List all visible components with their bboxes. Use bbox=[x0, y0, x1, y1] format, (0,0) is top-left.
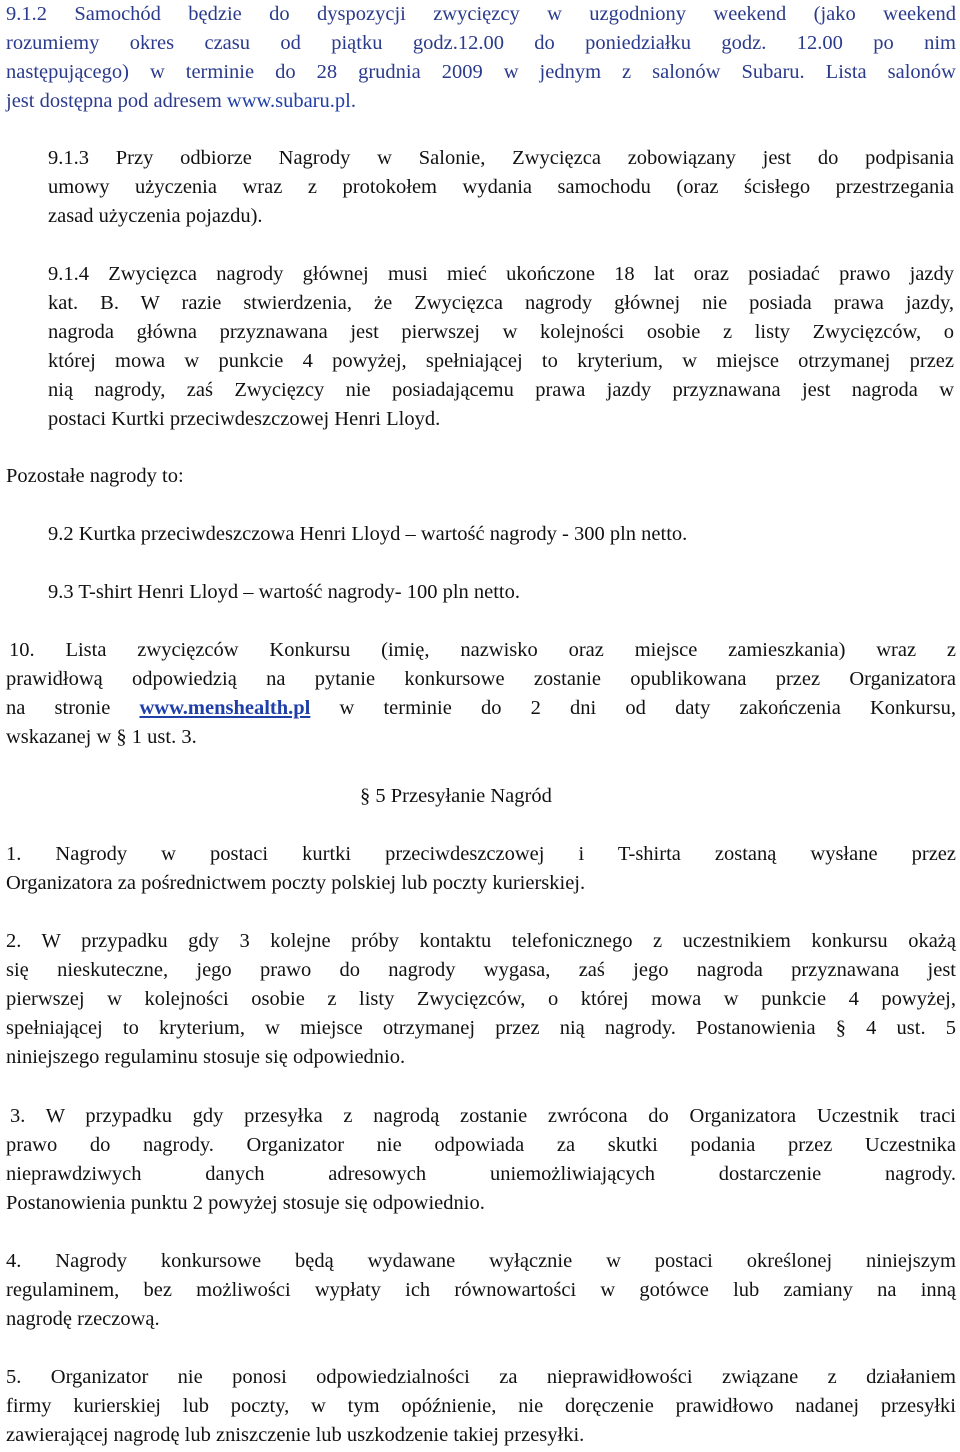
text-line: 4. Nagrody konkursowe będą wydawane wyłącznie w postaci określonej niniejszym bbox=[6, 1250, 956, 1272]
text-line: 2. W przypadku gdy 3 kolejne próby kontaktu telefonicznego z uczestnikiem konkursu okażą bbox=[6, 930, 956, 952]
paragraph-9-1-3 bbox=[48, 144, 954, 231]
text-line: się nieskuteczne, jego prawo do nagrody wygasa, zaś jego nagroda przyznawana jest bbox=[6, 959, 956, 981]
text-line: nagrodę rzeczową. bbox=[6, 1308, 160, 1330]
text-line: 5. Organizator nie ponosi odpowiedzialności za nieprawidłowości związane z działaniem bbox=[6, 1366, 956, 1388]
text-line: spełniającej to kryterium, w miejsce otrzymanej przez nią nagrody. Postanowienia § 4 ust. 5 bbox=[6, 1017, 956, 1039]
text-line: prawidłową odpowiedzią na pytanie konkursowe zostanie opublikowana przez Organizatora bbox=[6, 668, 956, 690]
text-line: regulaminem, bez możliwości wypłaty ich równowartości w gotówce lub zamiany na inną bbox=[6, 1279, 956, 1301]
prize-9-3: 9.3 T-shirt Henri Lloyd – wartość nagrody- 100 pln netto. bbox=[48, 581, 521, 603]
text-line: rozumiemy okres czasu od piątku godz.12.00 do poniedziałku godz. 12.00 po nim bbox=[6, 32, 956, 54]
text-line: nieprawdziwych danych adresowych uniemożliwiających dostarczenie nagrody. bbox=[6, 1163, 956, 1185]
text-line: umowy użyczenia wraz z protokołem wydania samochodu (oraz ścisłego przestrzegania bbox=[48, 176, 954, 198]
text-line: wskazanej w § 1 ust. 3. bbox=[6, 726, 197, 748]
paragraph-9-1-4 bbox=[48, 260, 954, 434]
section-5-item-2 bbox=[6, 927, 956, 1072]
menshealth-link[interactable]: www.menshealth.pl bbox=[139, 697, 311, 719]
text-line: 9.1.2 Samochód będzie do dyspozycji zwycięzcy w uzgodniony weekend (jako weekend bbox=[6, 3, 956, 25]
section-5-item-3 bbox=[6, 1102, 956, 1218]
paragraph-9-1-2 bbox=[6, 0, 956, 116]
section-5-item-5 bbox=[6, 1363, 956, 1450]
text-line: nagroda główna przyznawana jest pierwszej w kolejności osobie z listy Zwycięzców, o bbox=[48, 321, 954, 343]
text-line: prawo do nagrody. Organizator nie odpowiada za skutki podania przez Uczestnika bbox=[6, 1134, 956, 1156]
text-line: 10. Lista zwycięzców Konkursu (imię, nazwisko oraz miejsce zamieszkania) wraz z bbox=[9, 639, 956, 661]
text-line: następującego) w terminie do 28 grudnia 2009 w jednym z salonów Subaru. Lista salonów bbox=[6, 61, 956, 83]
text-line: Postanowienia punktu 2 powyżej stosuje się odpowiednio. bbox=[6, 1192, 485, 1214]
section-5-item-4 bbox=[6, 1247, 956, 1334]
text-line: 1. Nagrody w postaci kurtki przeciwdeszczowej i T-shirta zostaną wysłane przez bbox=[6, 843, 956, 865]
text-line: zawierającej nagrodę lub zniszczenie lub uszkodzenie takiej przesyłki. bbox=[6, 1424, 585, 1446]
text-line: zasad użyczenia pojazdu). bbox=[48, 205, 263, 227]
text-line: Organizatora za pośrednictwem poczty polskiej lub poczty kurierskiej. bbox=[6, 872, 586, 894]
text-line: 9.1.4 Zwycięzca nagrody głównej musi mieć ukończone 18 lat oraz posiadać prawo jazdy bbox=[48, 263, 954, 285]
text-line: kat. B. W razie stwierdzenia, że Zwycięzca nagrody głównej nie posiada prawa jazdy, bbox=[48, 292, 954, 314]
prize-9-2: 9.2 Kurtka przeciwdeszczowa Henri Lloyd – wartość nagrody - 300 pln netto. bbox=[48, 523, 688, 545]
text-line: jest dostępna pod adresem www.subaru.pl. bbox=[6, 90, 356, 112]
text-line: na stronie www.menshealth.pl w terminie do 2 dni od daty zakończenia Konkursu, bbox=[6, 697, 956, 719]
text-line: pierwszej w kolejności osobie z listy Zwycięzców, o której mowa w punkcie 4 powyżej, bbox=[6, 988, 956, 1010]
section-5-title: § 5 Przesyłanie Nagród bbox=[360, 785, 552, 807]
text-line: 3. W przypadku gdy przesyłka z nagrodą zostanie zwrócona do Organizatora Uczestnik traci bbox=[10, 1105, 956, 1127]
paragraph-10 bbox=[6, 636, 956, 752]
other-prizes-heading: Pozostałe nagrody to: bbox=[6, 465, 184, 487]
text-line: niniejszego regulaminu stosuje się odpowiednio. bbox=[6, 1046, 406, 1068]
section-5-item-1 bbox=[6, 840, 956, 898]
text-line: 9.1.3 Przy odbiorze Nagrody w Salonie, Zwycięzca zobowiązany jest do podpisania bbox=[48, 147, 954, 169]
subaru-link[interactable]: www.subaru.pl bbox=[226, 90, 351, 112]
text-line: nią nagrody, zaś Zwycięzcy nie posiadającemu prawa jazdy przyznawana jest nagroda w bbox=[48, 379, 954, 401]
text-line: firmy kurierskiej lub poczty, w tym opóźnienie, nie doręczenie prawidłowo nadanej przesyłki bbox=[6, 1395, 956, 1417]
text-line: postaci Kurtki przeciwdeszczowej Henri Lloyd. bbox=[48, 408, 441, 430]
text-line: której mowa w punkcie 4 powyżej, spełniającej to kryterium, w miejsce otrzymanej przez bbox=[48, 350, 954, 372]
